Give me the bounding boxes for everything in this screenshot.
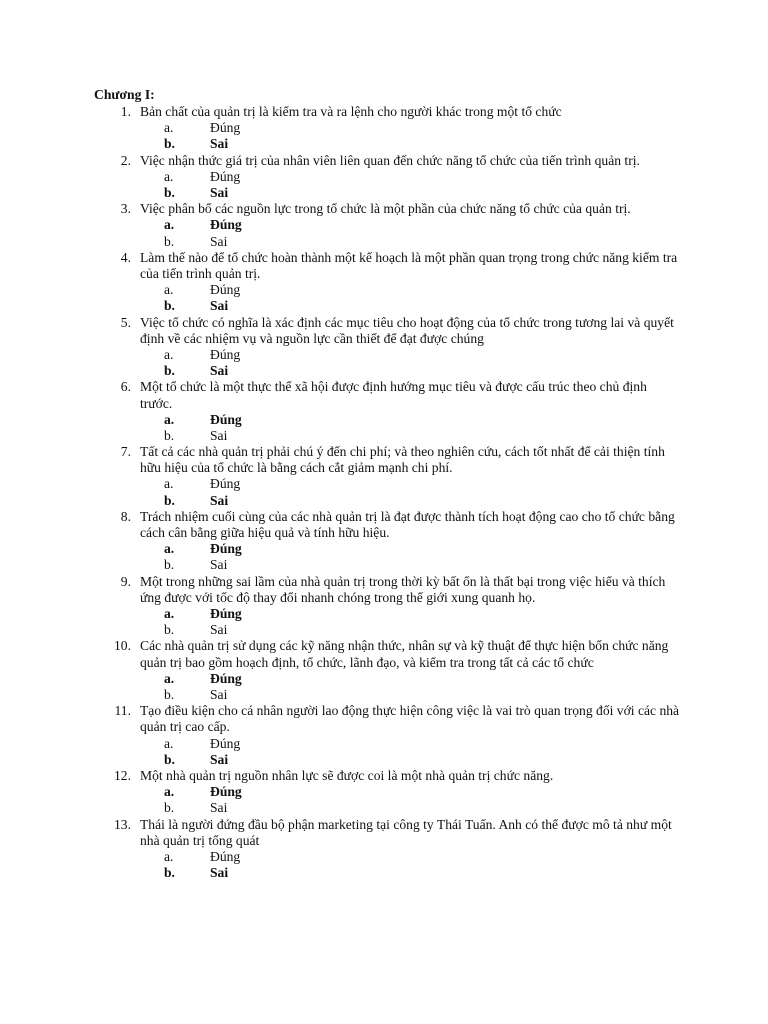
question-item — [0, 574, 768, 639]
option-text: Sai — [210, 687, 228, 703]
option-label: b. — [164, 687, 175, 703]
option-text: Đúng — [210, 541, 242, 557]
option-label: b. — [164, 492, 175, 508]
option-text: Sai — [210, 298, 229, 314]
answer-option-b — [0, 557, 768, 573]
question-text: Việc tổ chức có nghĩa là xác định các mục tiêu cho hoạt động của tổ chức trong tương lai và quyết định về các nhiệm vụ và nguồn lực cần thiết để đạt được chúng — [140, 314, 674, 346]
answer-option-a — [0, 541, 768, 557]
option-text: Đúng — [210, 346, 241, 362]
question-text: Một nhà quản trị nguồn nhân lực sẽ được coi là một nhà quản trị chức năng. — [140, 767, 554, 783]
option-text: Đúng — [210, 476, 241, 492]
option-label: a. — [164, 168, 174, 184]
option-label: b. — [164, 363, 175, 379]
option-label: a. — [164, 411, 175, 427]
option-label: b. — [164, 800, 175, 816]
option-text: Sai — [210, 136, 229, 152]
option-label: b. — [164, 751, 175, 767]
option-label: a. — [164, 670, 175, 686]
question-item — [0, 703, 768, 768]
question-number: 9. — [120, 573, 131, 589]
question-text: Các nhà quản trị sử dụng các kỹ năng nhận thức, nhân sự và kỹ thuật để thực hiện bốn chức năng quản trị bao gồm hoạch định, tổ chức, lãnh đạo, và kiểm tra trong tất cả các tổ chức — [140, 638, 669, 670]
option-text: Sai — [210, 363, 229, 379]
answer-option-a — [0, 849, 768, 865]
answer-option-a — [0, 282, 768, 298]
answer-option-b — [0, 622, 768, 638]
option-label: a. — [164, 735, 174, 751]
option-text: Đúng — [210, 217, 242, 233]
option-label: b. — [164, 557, 175, 573]
option-text: Sai — [210, 751, 229, 767]
question-text: Một tổ chức là một thực thể xã hội được định hướng mục tiêu và được cấu trúc theo chủ định trước. — [140, 379, 647, 411]
answer-option-b — [0, 136, 768, 152]
question-text: Việc nhận thức giá trị của nhân viên liên quan đến chức năng tổ chức của tiến trình quản trị. — [140, 152, 640, 168]
answer-option-b — [0, 363, 768, 379]
option-label: b. — [164, 865, 175, 881]
question-text: Tạo điều kiện cho cá nhân người lao động thực hiện công việc là vai trò quan trọng đối với các nhà quản trị cao cấp. — [140, 703, 680, 735]
question-number: 7. — [120, 444, 131, 460]
answer-option-a — [0, 347, 768, 363]
answer-option-a — [0, 784, 768, 800]
option-label: a. — [164, 541, 175, 557]
question-number: 2. — [120, 152, 131, 168]
question-number: 8. — [120, 508, 131, 524]
question-number: 3. — [120, 201, 131, 217]
question-item — [0, 444, 768, 509]
question-item — [0, 250, 768, 315]
answer-option-b — [0, 687, 768, 703]
question-text: Tất cả các nhà quản trị phải chú ý đến chi phí; và theo nghiên cứu, cách tốt nhất để cải thiện tính hữu hiệu của tổ chức là bằng cách cắt giảm mạnh chi phí. — [140, 444, 665, 476]
option-label: a. — [164, 476, 174, 492]
question-number: 4. — [120, 249, 131, 265]
question-number: 6. — [120, 379, 131, 395]
option-text: Đúng — [210, 784, 242, 800]
answer-option-a — [0, 120, 768, 136]
option-label: b. — [164, 427, 175, 443]
chapter-title: Chương I: — [94, 87, 155, 102]
option-text: Đúng — [210, 735, 241, 751]
answer-option-b — [0, 800, 768, 816]
option-label: a. — [164, 282, 174, 298]
option-text: Sai — [210, 800, 228, 816]
question-item — [0, 638, 768, 703]
answer-option-a — [0, 169, 768, 185]
question-item — [0, 817, 768, 882]
question-item — [0, 509, 768, 574]
question-item — [0, 379, 768, 444]
question-number: 5. — [120, 314, 131, 330]
question-item — [0, 104, 768, 153]
option-text: Sai — [210, 865, 229, 881]
answer-option-a — [0, 476, 768, 492]
answer-option-b — [0, 185, 768, 201]
question-text: Làm thế nào để tổ chức hoàn thành một kế hoạch là một phần quan trọng trong chức năng kiểm tra của tiến trình quản trị. — [140, 249, 678, 281]
question-number: 10. — [114, 638, 131, 654]
question-item — [0, 768, 768, 817]
option-label: b. — [164, 184, 175, 200]
question-list — [0, 104, 768, 881]
answer-option-a — [0, 412, 768, 428]
question-number: 11. — [114, 703, 131, 719]
option-text: Sai — [210, 622, 228, 638]
option-label: a. — [164, 346, 174, 362]
answer-option-b — [0, 752, 768, 768]
option-text: Đúng — [210, 606, 242, 622]
option-text: Sai — [210, 492, 229, 508]
answer-option-b — [0, 865, 768, 881]
question-number: 13. — [114, 816, 131, 832]
option-label: b. — [164, 233, 175, 249]
option-text: Sai — [210, 184, 229, 200]
answer-option-b — [0, 234, 768, 250]
option-text: Đúng — [210, 168, 241, 184]
option-text: Đúng — [210, 282, 241, 298]
option-text: Sai — [210, 233, 228, 249]
question-text: Thái là người đứng đầu bộ phận marketing tại công ty Thái Tuấn. Anh có thể được mô tả như một nhà quản trị tổng quát — [140, 816, 672, 848]
option-text: Sai — [210, 427, 228, 443]
question-item — [0, 201, 768, 250]
option-label: b. — [164, 622, 175, 638]
answer-option-a — [0, 217, 768, 233]
answer-option-a — [0, 736, 768, 752]
option-text: Đúng — [210, 120, 241, 136]
question-text: Việc phân bổ các nguồn lực trong tổ chức là một phần của chức năng tổ chức của quản trị. — [140, 201, 631, 217]
question-text: Trách nhiệm cuối cùng của các nhà quản trị là đạt được thành tích hoạt động cao cho tổ chức bằng cách cân bằng giữa hiệu quả và tính hữu hiệu. — [140, 508, 675, 541]
answer-option-a — [0, 671, 768, 687]
option-text: Đúng — [210, 848, 241, 864]
question-text: Bản chất của quản trị là kiểm tra và ra lệnh cho người khác trong một tổ chức — [140, 104, 562, 119]
answer-option-a — [0, 606, 768, 622]
question-text: Một trong những sai lầm của nhà quản trị trong thời kỳ bất ổn là thất bại trong việc hiểu và thích ứng được với tốc độ thay đổi nhanh chóng trong thế giới xung quanh họ. — [140, 573, 666, 605]
option-label: a. — [164, 120, 174, 136]
option-label: a. — [164, 217, 175, 233]
answer-option-b — [0, 493, 768, 509]
question-number: 12. — [114, 767, 131, 783]
option-text: Đúng — [210, 411, 242, 427]
answer-option-b — [0, 298, 768, 314]
question-item — [0, 153, 768, 202]
option-label: b. — [164, 298, 175, 314]
option-label: b. — [164, 136, 175, 152]
option-label: a. — [164, 848, 174, 864]
option-label: a. — [164, 784, 175, 800]
answer-option-b — [0, 428, 768, 444]
question-item — [0, 315, 768, 380]
option-text: Sai — [210, 557, 228, 573]
option-label: a. — [164, 606, 175, 622]
option-text: Đúng — [210, 670, 242, 686]
question-number: 1. — [120, 104, 131, 119]
